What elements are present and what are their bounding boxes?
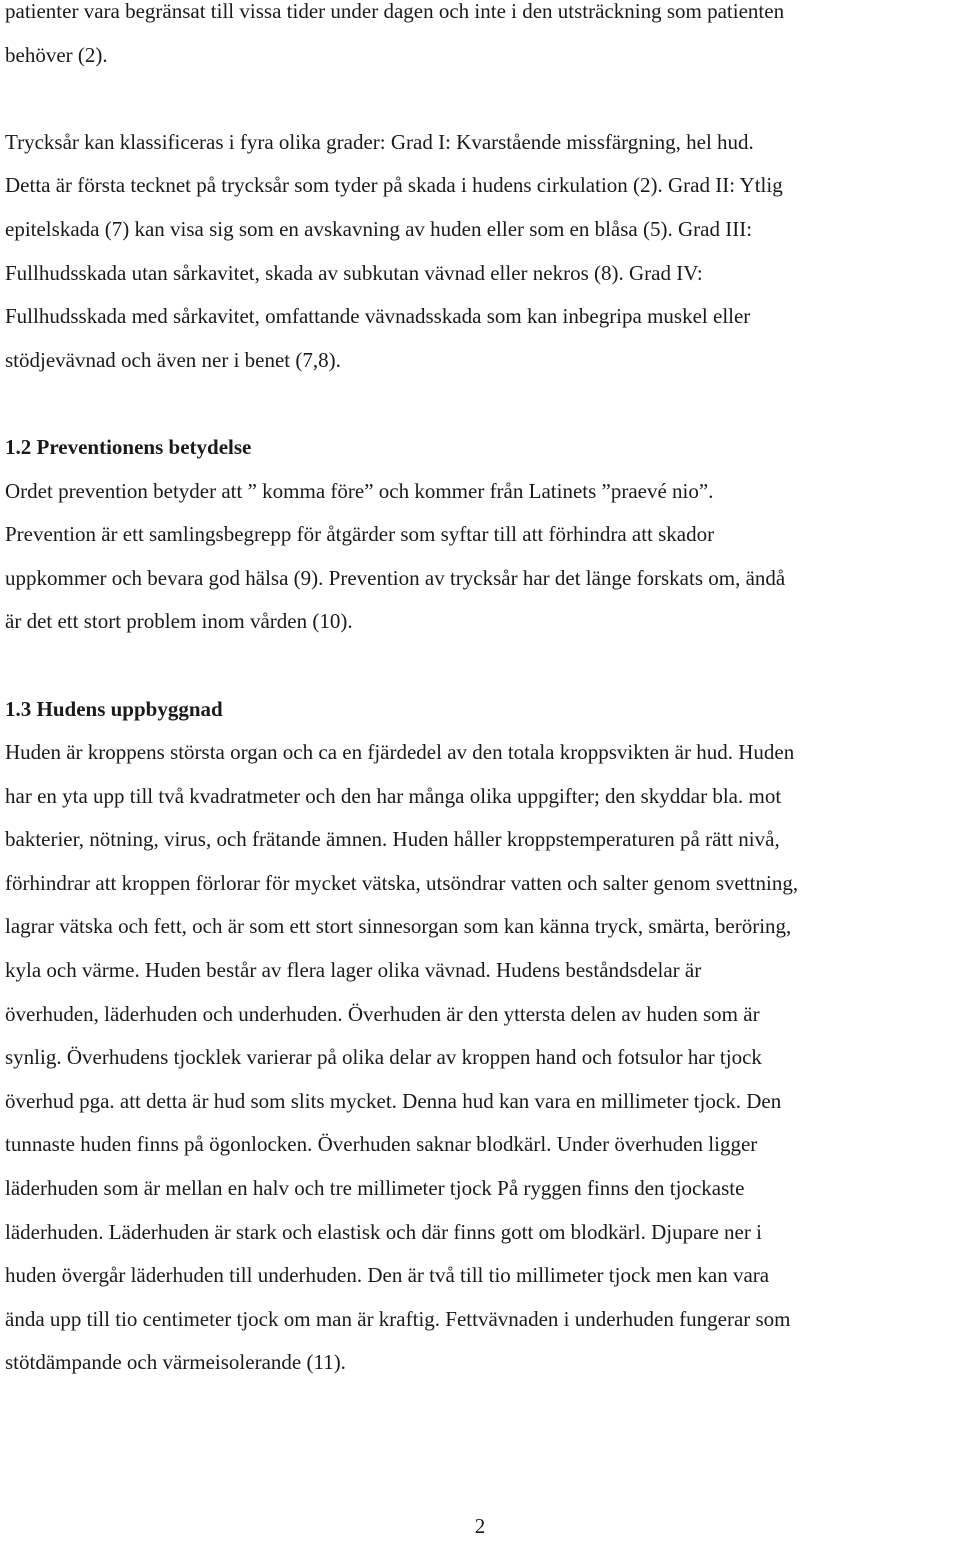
text-line: huden övergår läderhuden till underhuden. Den är två till tio millimeter tjock men kan vara <box>5 1263 770 1288</box>
page-number: 2 <box>474 1514 486 1538</box>
text-line: läderhuden som är mellan en halv och tre millimeter tjock På ryggen finns den tjockaste <box>5 1176 745 1201</box>
section-body <box>5 731 960 1385</box>
text-line: behöver (2). <box>5 42 108 67</box>
section-prevention <box>5 426 960 644</box>
text-line: stödjevävnad och även ner i benet (7,8). <box>5 347 341 372</box>
section-body <box>5 470 960 644</box>
paragraph-gap <box>5 644 960 688</box>
text-line: Prevention är ett samlingsbegrepp för åtgärder som syftar till att förhindra att skador <box>5 522 715 547</box>
text-line: patienter vara begränsat till vissa tider under dagen och inte i den utsträckning som patienten <box>5 0 785 23</box>
text-line: är det ett stort problem inom vården (10). <box>5 609 353 634</box>
text-line: bakterier, nötning, virus, och frätande ämnen. Huden håller kroppstemperaturen på rätt nivå, <box>5 827 780 852</box>
section-heading: 1.3 Hudens uppbyggnad <box>5 696 223 721</box>
text-line: Ordet prevention betyder att ” komma före” och kommer från Latinets ”praevé nio”. <box>5 478 714 503</box>
text-line: Fullhudsskada utan sårkavitet, skada av subkutan vävnad eller nekros (8). Grad IV: <box>5 260 703 285</box>
text-line: förhindrar att kroppen förlorar för mycket vätska, utsöndrar vatten och salter genom svettning, <box>5 870 799 895</box>
section-heading: 1.2 Preventionens betydelse <box>5 434 252 459</box>
text-line: tunnaste huden finns på ögonlocken. Överhuden saknar blodkärl. Under överhuden ligger <box>5 1132 758 1157</box>
text-line: ända upp till tio centimeter tjock om man är kraftig. Fettvävnaden i underhuden fungerar som <box>5 1306 791 1331</box>
text-line: Fullhudsskada med sårkavitet, omfattande vävnadsskada som kan inbegripa muskel eller <box>5 304 751 329</box>
text-line: har en yta upp till två kvadratmeter och den har många olika uppgifter; den skyddar bla. mot <box>5 783 782 808</box>
text-line: kyla och värme. Huden består av flera lager olika vävnad. Hudens beståndsdelar är <box>5 958 702 983</box>
text-line: lagrar vätska och fett, och är som ett stort sinnesorgan som kan känna tryck, smärta, beröring, <box>5 914 792 939</box>
text-line: uppkommer och bevara god hälsa (9). Prevention av trycksår har det länge forskats om, ändå <box>5 565 786 590</box>
text-line: Detta är första tecknet på trycksår som tyder på skada i hudens cirkulation (2). Grad II: Ytlig <box>5 173 783 198</box>
text-line: Huden är kroppens största organ och ca en fjärdedel av den totala kroppsvikten är hud. Huden <box>5 740 795 765</box>
paragraph-pressure-ulcer-grades <box>5 121 960 383</box>
text-line: läderhuden. Läderhuden är stark och elastisk och där finns gott om blodkärl. Djupare ner i <box>5 1219 762 1244</box>
text-line: epitelskada (7) kan visa sig som en avskavning av huden eller som en blåsa (5). Grad III: <box>5 216 753 241</box>
text-line: överhud pga. att detta är hud som slits mycket. Denna hud kan vara en millimeter tjock. Den <box>5 1088 782 1113</box>
paragraph-patient-time <box>5 0 960 77</box>
text-line: stötdämpande och värmeisolerande (11). <box>5 1350 346 1375</box>
text-line: synlig. Överhudens tjocklek varierar på olika delar av kroppen hand och fotsulor har tjock <box>5 1045 762 1070</box>
section-skin-structure <box>5 688 960 1386</box>
paragraph-gap <box>5 382 960 426</box>
text-line: överhuden, läderhuden och underhuden. Överhuden är den yttersta delen av huden som är <box>5 1001 760 1026</box>
paragraph-gap <box>5 77 960 121</box>
document-page <box>5 0 960 1385</box>
text-line: Trycksår kan klassificeras i fyra olika grader: Grad I: Kvarstående missfärgning, hel hud. <box>5 129 754 154</box>
